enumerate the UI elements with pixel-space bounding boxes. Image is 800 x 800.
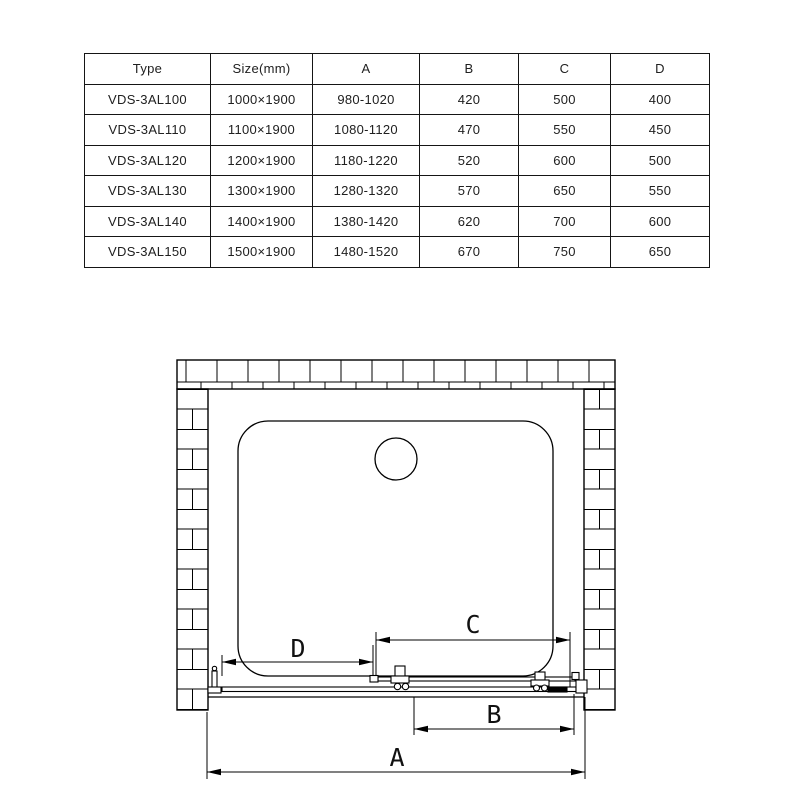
cell-a: 1080-1120 [313,115,420,146]
dim-b-label: B [486,700,502,729]
cell-d: 600 [611,206,710,237]
wall-profile-left [208,666,221,693]
cell-type: VDS-3AL130 [85,176,211,207]
cell-b: 520 [420,145,519,176]
cell-b: 620 [420,206,519,237]
cell-a: 1180-1220 [313,145,420,176]
shower-tray [238,421,553,676]
cell-d: 650 [611,237,710,268]
cell-type: VDS-3AL140 [85,206,211,237]
cell-type: VDS-3AL100 [85,84,211,115]
brick-wall-top [177,360,615,389]
cell-a: 1480-1520 [313,237,420,268]
roller-carriage-right [531,672,549,691]
cell-b: 470 [420,115,519,146]
cell-c: 550 [519,115,611,146]
cell-a: 980-1020 [313,84,420,115]
col-header-type: Type [85,54,211,85]
cell-b: 670 [420,237,519,268]
cell-c: 600 [519,145,611,176]
cell-size: 1100×1900 [211,115,313,146]
cell-d: 500 [611,145,710,176]
col-header-d: D [611,54,710,85]
sliding-panel-end-stub [370,676,378,683]
cell-c: 700 [519,206,611,237]
cell-type: VDS-3AL110 [85,115,211,146]
cell-d: 450 [611,115,710,146]
roller-carriage-left [391,666,409,690]
cell-size: 1300×1900 [211,176,313,207]
door-handle [548,687,567,692]
brick-walls [177,360,615,710]
dim-d-label: D [290,634,306,663]
cell-c: 750 [519,237,611,268]
cell-c: 500 [519,84,611,115]
dim-a-label: A [389,743,405,772]
col-header-b: B [420,54,519,85]
cell-b: 570 [420,176,519,207]
cell-size: 1500×1900 [211,237,313,268]
cell-b: 420 [420,84,519,115]
cell-type: VDS-3AL150 [85,237,211,268]
cell-a: 1280-1320 [313,176,420,207]
cell-size: 1200×1900 [211,145,313,176]
cell-a: 1380-1420 [313,206,420,237]
drain-circle [375,438,417,480]
col-header-size: Size(mm) [211,54,313,85]
cell-size: 1400×1900 [211,206,313,237]
door-track-assembly [208,666,587,693]
brick-wall-right [584,389,615,710]
cell-d: 550 [611,176,710,207]
brick-wall-left [177,389,208,710]
col-header-a: A [313,54,420,85]
dim-c-label: C [465,610,481,639]
cell-type: VDS-3AL120 [85,145,211,176]
cell-c: 650 [519,176,611,207]
cell-size: 1000×1900 [211,84,313,115]
cell-d: 400 [611,84,710,115]
col-header-c: C [519,54,611,85]
